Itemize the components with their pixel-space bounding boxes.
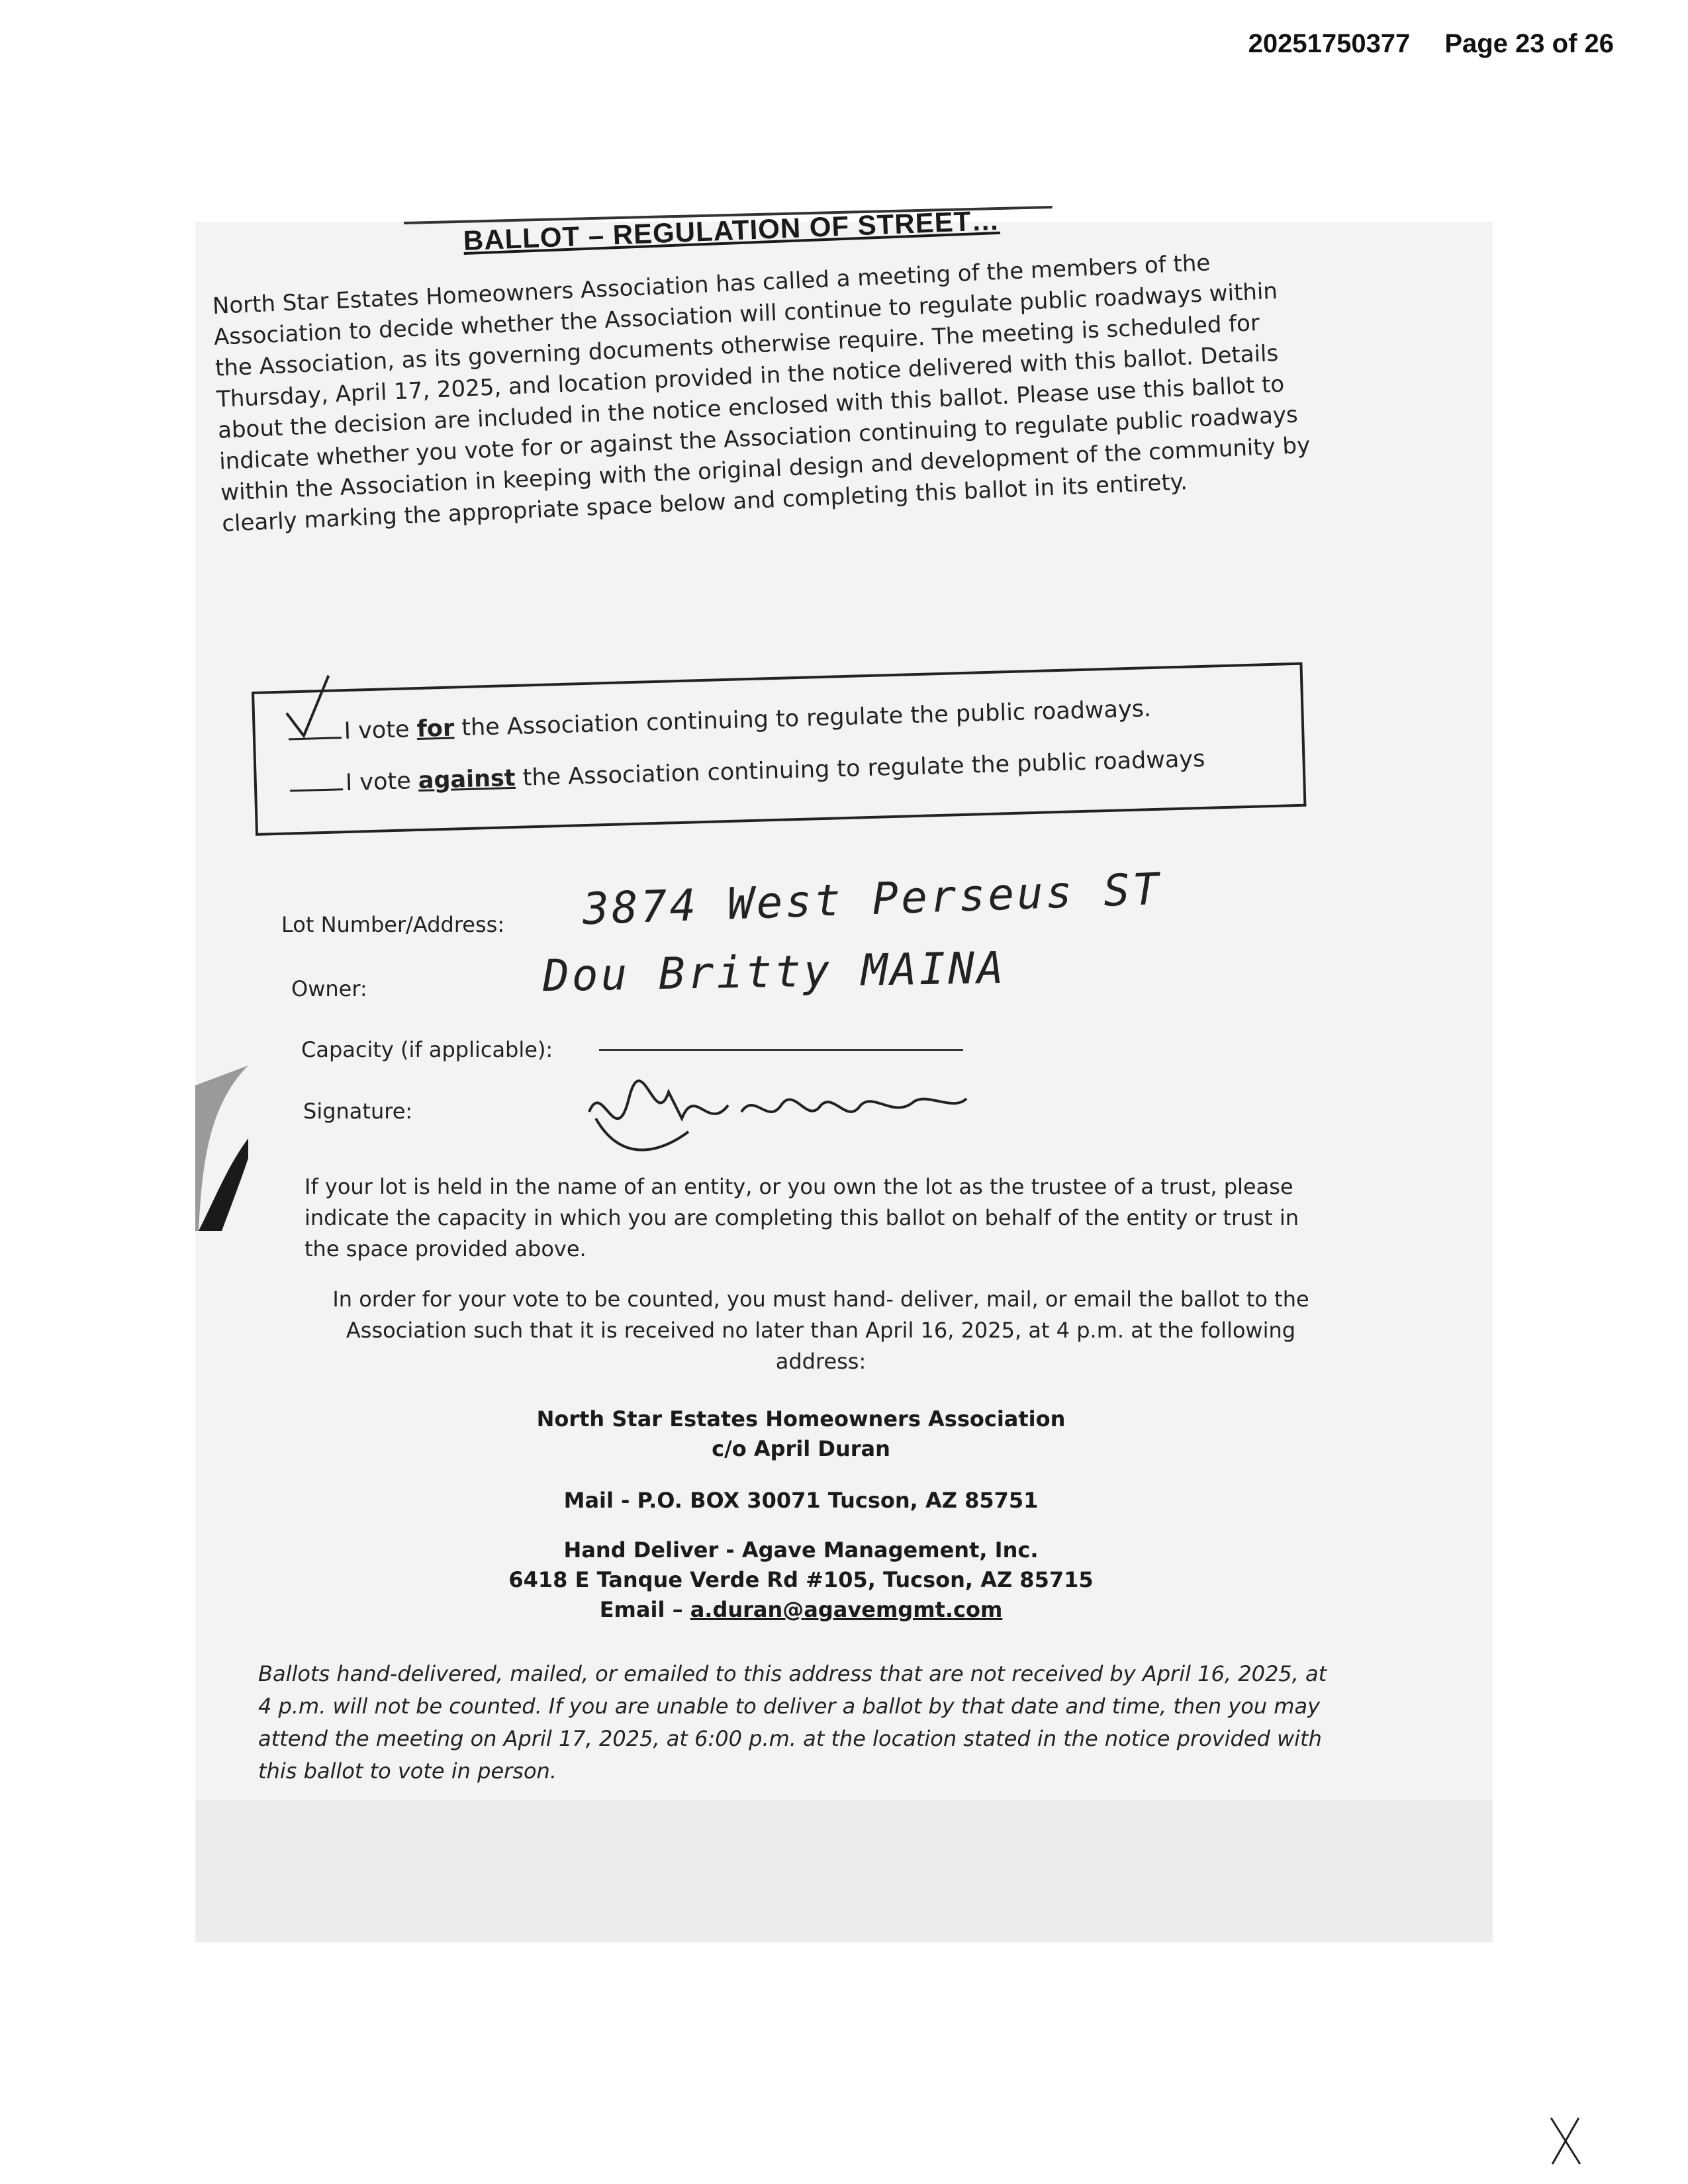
address-street: 6418 E Tanque Verde Rd #105, Tucson, AZ 85715 xyxy=(508,1567,1094,1592)
vote-against-keyword: against xyxy=(418,764,516,795)
entity-note: If your lot is held in the name of an entity, or you own the lot as the trustee of a trust, please indicate the capacity in which you are completing this ballot on behalf of the entity or trust in the space provided above. xyxy=(305,1174,1299,1261)
vote-against-blank[interactable] xyxy=(290,788,343,792)
address-attn: c/o April Duran xyxy=(712,1436,890,1461)
address-hand-deliver: Hand Deliver - Agave Management, Inc. xyxy=(563,1537,1039,1563)
page-indicator: Page 23 of 26 xyxy=(1444,29,1614,58)
signature-label: Signature: xyxy=(303,1099,413,1124)
vote-for-keyword: for xyxy=(416,715,455,743)
lot-address-value[interactable]: 3874 West Perseus ST xyxy=(581,863,1162,935)
vote-against-option[interactable]: I vote against the Association continuing to regulate the public roadways xyxy=(289,746,1205,798)
capacity-label: Capacity (if applicable): xyxy=(301,1037,553,1062)
document-number: 20251750377 xyxy=(1248,29,1411,58)
owner-label: Owner: xyxy=(291,976,367,1001)
vote-for-blank[interactable] xyxy=(289,737,342,740)
page-header xyxy=(1248,29,1614,59)
page-curl-shadow xyxy=(195,1066,255,1231)
capacity-field[interactable] xyxy=(599,1049,963,1051)
deadline-note: In order for your vote to be counted, you must hand- deliver, mail, or email the ballot to the Association such that it is received no later than April 16, 2025, at 4 p.m. at the following address: xyxy=(332,1287,1309,1374)
address-mail: Mail - P.O. BOX 30071 Tucson, AZ 85751 xyxy=(563,1488,1039,1513)
scan-shadow-strip xyxy=(195,1800,1493,1942)
address-org: North Star Estates Homeowners Association xyxy=(536,1406,1066,1432)
intro-paragraph: North Star Estates Homeowners Association has called a meeting of the members of the Association to decide whether the Association will continue to regulate public roadways within the Association, as its governing documents otherwise require. The meeting is scheduled for Thursday, April 17, 2025, and location provided in the notice delivered with this ballot. Details about the decision are included in the notice enclosed with this ballot. Please use this ballot to indicate whether you vote for or against the Association continuing to regulate public roadways within the Association in keeping with the original design and development of the community by clearly marking the appropriate space below and completing this ballot in its entirety. xyxy=(212,250,1311,537)
signature-scribble[interactable] xyxy=(583,1072,980,1158)
owner-value[interactable]: Dou Britty MAINA xyxy=(542,942,1007,1002)
lot-address-label: Lot Number/Address: xyxy=(281,912,505,937)
vote-for-option[interactable]: I vote for the Association continuing to regulate the public roadways. xyxy=(288,696,1151,746)
closing-note: Ballots hand-delivered, mailed, or emailed to this address that are not received by April 16, 2025, at 4 p.m. will not be counted. If you are unable to deliver a ballot by that date and time, then you may attend the meeting on April 17, 2025, at 6:00 p.m. at the location stated in the notice provided with this ballot to vote in person. xyxy=(258,1661,1327,1784)
email-link[interactable]: a.duran@agavemgmt.com xyxy=(690,1597,1003,1622)
x-mark xyxy=(1546,2115,1585,2167)
ballot-title: BALLOT – REGULATION OF STREET… xyxy=(463,204,1001,256)
address-email-line: Email – a.duran@agavemgmt.com xyxy=(599,1597,1003,1622)
vote-options-box xyxy=(252,662,1306,836)
